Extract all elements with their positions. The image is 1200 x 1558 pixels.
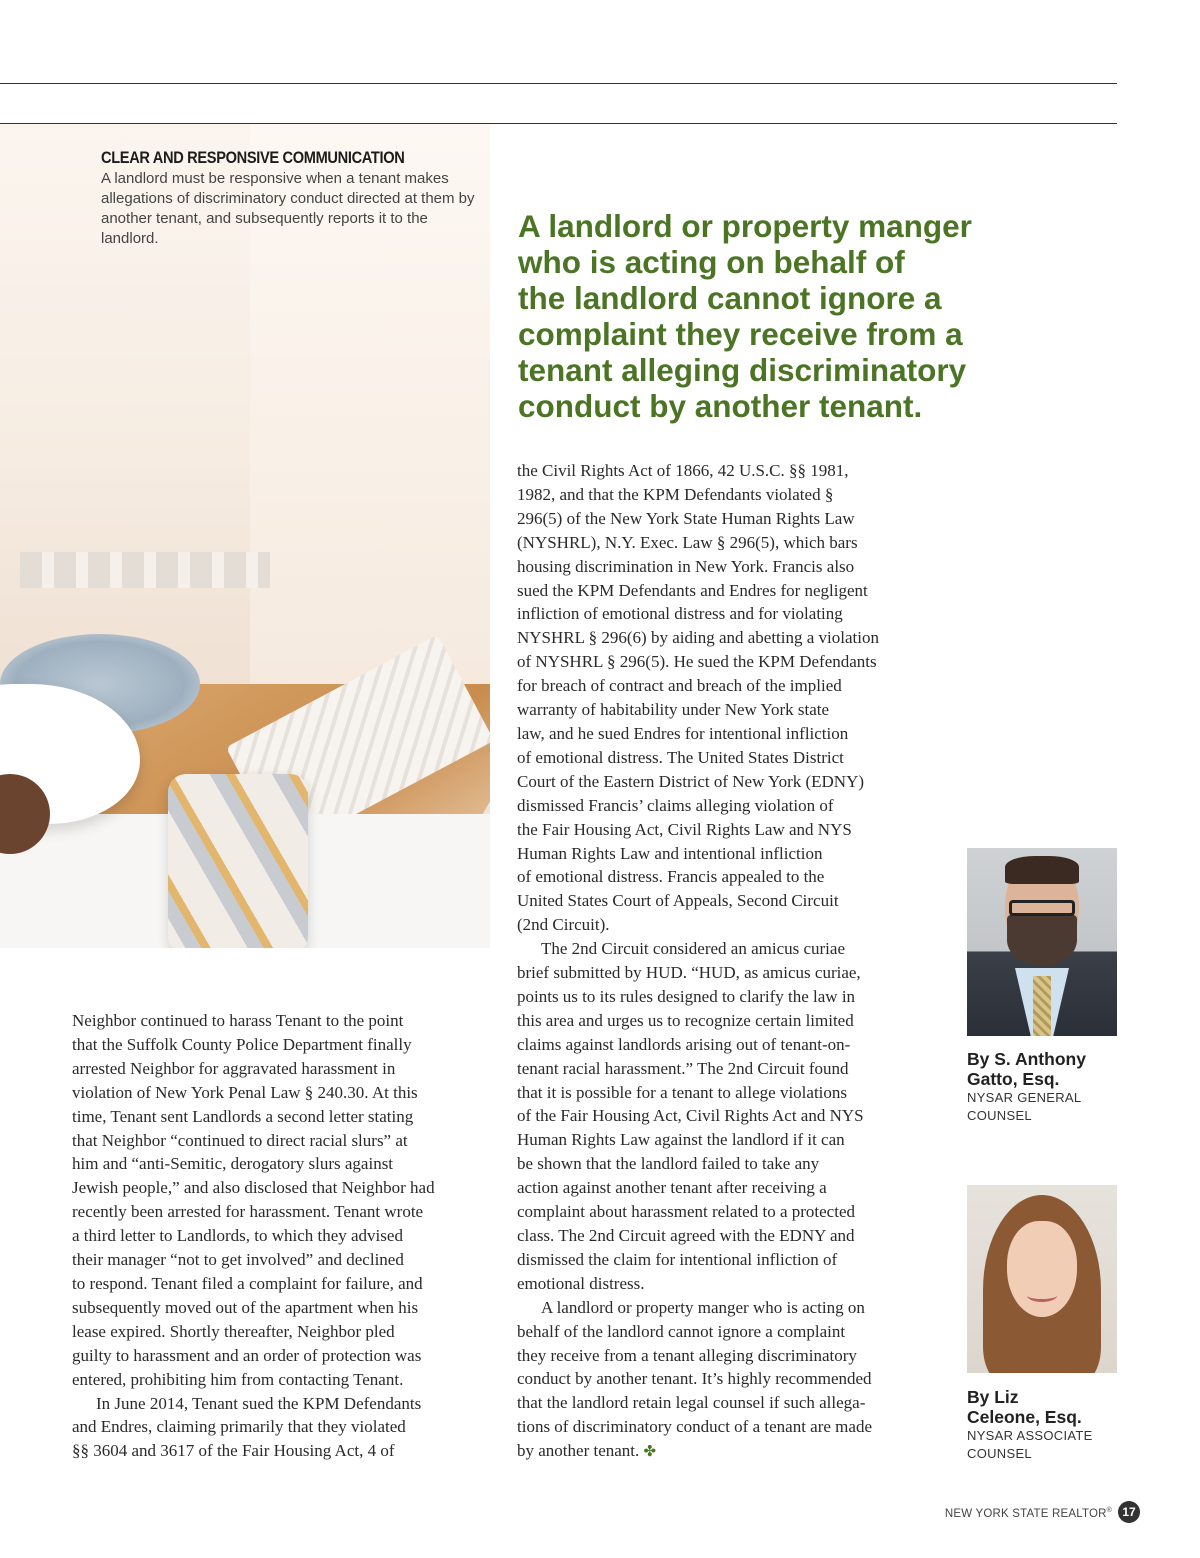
text-line: a third letter to Landlords, to which they advised — [72, 1226, 403, 1246]
text-line: of emotional distress. Francis appealed to the — [517, 867, 825, 887]
publication-footer — [945, 1507, 1112, 1520]
text-line: time, Tenant sent Landlords a second letter stating — [72, 1106, 414, 1126]
pull-quote-line: conduct by another tenant. — [518, 388, 923, 424]
text-line: that Neighbor “continued to direct racial slurs” at — [72, 1130, 408, 1150]
text-line: Neighbor continued to harass Tenant to the point — [72, 1011, 404, 1030]
pull-quote — [518, 208, 1038, 424]
text-line: that it is possible for a tenant to allege violations — [517, 1082, 848, 1102]
text-line: housing discrimination in New York. Francis also — [517, 556, 855, 576]
pull-quote-line: complaint they receive from a — [518, 316, 963, 352]
text-line: their manager “not to get involved” and declined — [72, 1250, 404, 1270]
text-line: lease expired. Shortly thereafter, Neighbor pled — [72, 1321, 395, 1341]
text-line: violation of New York Penal Law § 240.30. At this — [72, 1082, 418, 1102]
text-line: dismissed the claim for intentional infliction of — [517, 1249, 838, 1269]
author-name: Gatto, Esq. — [967, 1069, 1060, 1089]
author-name: By Liz — [967, 1387, 1019, 1407]
article-right-column — [517, 459, 947, 1465]
text-line: (NYSHRL), N.Y. Exec. Law § 296(5), which bars — [517, 532, 858, 552]
text-line: be shown that the landlord failed to take any — [517, 1154, 820, 1174]
text-line: NYSHRL § 296(6) by aiding and abetting a violation — [517, 628, 879, 648]
text-line: they receive from a tenant alleging discriminatory — [517, 1345, 857, 1365]
text-line: class. The 2nd Circuit agreed with the EDNY and — [517, 1226, 855, 1245]
text-line: brief submitted by HUD. “HUD, as amicus curiae, — [517, 963, 861, 983]
author-role: COUNSEL — [967, 1446, 1032, 1461]
text-line: emotional distress. — [517, 1273, 645, 1293]
pull-quote-line: who is acting on behalf of — [518, 244, 905, 280]
trademark-symbol: ® — [1106, 1507, 1112, 1514]
text-line: 1982, and that the KPM Defendants violated § — [517, 484, 834, 504]
text-line: tions of discriminatory conduct of a tenant are made — [517, 1417, 872, 1437]
text-line: of the Fair Housing Act, Civil Rights Act and NYS — [517, 1106, 864, 1126]
caption-title: CLEAR AND RESPONSIVE COMMUNICATION — [101, 148, 405, 167]
text-line: 296(5) of the New York State Human Rights Law — [517, 508, 855, 528]
publication-name: NEW YORK STATE REALTOR — [944, 1507, 1107, 1520]
author-photo-celeone — [967, 1185, 1117, 1373]
text-line: the Civil Rights Act of 1866, 42 U.S.C. §§ 1981, — [517, 461, 849, 480]
text-line: Court of the Eastern District of New York (EDNY) — [517, 771, 865, 791]
sidebar-caption — [101, 147, 481, 249]
text-line: action against another tenant after receiving a — [517, 1178, 827, 1198]
text-line: In June 2014, Tenant sued the KPM Defendants — [96, 1393, 422, 1413]
text-line: infliction of emotional distress and for violating — [517, 604, 843, 624]
text-line: arrested Neighbor for aggravated harassment in — [72, 1058, 396, 1078]
text-line: and Endres, claiming primarily that they violated — [72, 1417, 406, 1437]
author-role: NYSAR GENERAL — [967, 1090, 1082, 1105]
text-line: conduct by another tenant. It’s highly recommended — [517, 1369, 872, 1389]
text-line: for breach of contract and breach of the implied — [517, 676, 842, 696]
text-line: Jewish people,” and also disclosed that Neighbor had — [72, 1178, 435, 1198]
end-mark-icon: ✤ — [643, 1444, 657, 1461]
pull-quote-line: A landlord or property manger — [518, 208, 972, 244]
text-line: of NYSHRL § 296(5). He sued the KPM Defendants — [517, 652, 877, 672]
pull-quote-line: tenant alleging discriminatory — [518, 352, 967, 388]
text-line: behalf of the landlord cannot ignore a complaint — [517, 1321, 846, 1341]
text-line: guilty to harassment and an order of protection was — [72, 1345, 422, 1365]
text-line: sued the KPM Defendants and Endres for negligent — [517, 580, 868, 600]
text-line: him and “anti-Semitic, derogatory slurs against — [72, 1154, 394, 1174]
text-line: claims against landlords arising out of tenant-on- — [517, 1034, 851, 1054]
text-line: this area and urges us to recognize certain limited — [517, 1010, 854, 1030]
text-line: Human Rights Law against the landlord if it can — [517, 1130, 845, 1150]
article-left-column — [72, 1009, 502, 1463]
text-line: entered, prohibiting him from contacting Tenant. — [72, 1369, 404, 1389]
text-line: to respond. Tenant filed a complaint for failure, and — [72, 1273, 423, 1293]
text-line: of emotional distress. The United States District — [517, 747, 844, 767]
text-line: subsequently moved out of the apartment when his — [72, 1297, 419, 1317]
text-line: tenant racial harassment.” The 2nd Circuit found — [517, 1058, 849, 1078]
top-rule — [0, 83, 1117, 84]
author-name: By S. Anthony — [967, 1049, 1086, 1069]
text-line: that the Suffolk County Police Department finally — [72, 1034, 412, 1054]
text-line: United States Court of Appeals, Second Circuit — [517, 891, 839, 911]
text-line: by another tenant. — [517, 1441, 640, 1461]
text-line: complaint about harassment related to a protected — [517, 1202, 855, 1222]
author-byline — [967, 1049, 1137, 1125]
text-line: recently been arrested for harassment. Tenant wrote — [72, 1202, 424, 1222]
author-byline — [967, 1387, 1137, 1463]
text-line: A landlord or property manger who is acting on — [541, 1297, 865, 1317]
author-photo-gatto — [967, 848, 1117, 1036]
text-line: the Fair Housing Act, Civil Rights Law and NYS — [517, 819, 852, 839]
author-role: NYSAR ASSOCIATE — [967, 1428, 1093, 1443]
text-line: points us to its rules designed to clarify the law in — [517, 986, 856, 1006]
pull-quote-line: the landlord cannot ignore a — [518, 280, 942, 316]
text-line: law, and he sued Endres for intentional infliction — [517, 723, 849, 743]
text-line: (2nd Circuit). — [517, 915, 610, 935]
author-name: Celeone, Esq. — [967, 1407, 1082, 1427]
caption-body: A landlord must be responsive when a tenant makes allegations of discriminatory conduct directed at them by another tenant, and subsequently reports it to the landlord. — [101, 170, 475, 247]
text-line: The 2nd Circuit considered an amicus curiae — [541, 939, 845, 959]
author-role: COUNSEL — [967, 1108, 1032, 1123]
text-line: that the landlord retain legal counsel if such allega- — [517, 1393, 866, 1413]
page-number: 17 — [1118, 1501, 1140, 1523]
text-line: warranty of habitability under New York state — [517, 700, 830, 720]
text-line: dismissed Francis’ claims alleging violation of — [517, 795, 834, 815]
text-line: Human Rights Law and intentional infliction — [517, 843, 823, 863]
text-line: §§ 3604 and 3617 of the Fair Housing Act, 4 of — [72, 1441, 395, 1461]
